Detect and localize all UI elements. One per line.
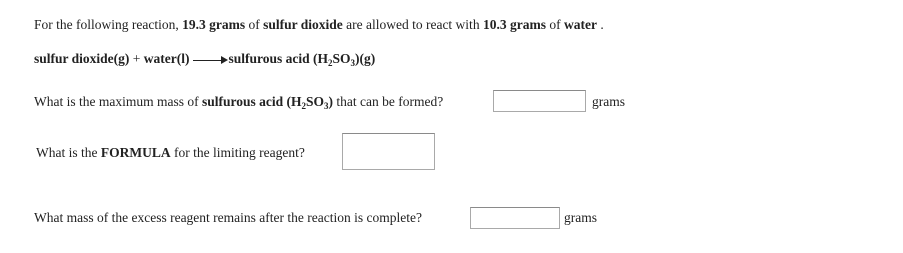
excess-mass-input[interactable] bbox=[470, 207, 560, 229]
subscript: 2 bbox=[301, 101, 307, 111]
plus-sign: + bbox=[129, 51, 144, 66]
reactant-water: water bbox=[563, 17, 597, 32]
equation-reactant-1: sulfur dioxide(g) bbox=[34, 51, 130, 66]
text-end: . bbox=[596, 17, 604, 32]
q2-text-after: for the limiting reagent? bbox=[170, 145, 305, 160]
equation-reactant-2: water(l) bbox=[143, 51, 190, 66]
equation-product-end: )(g) bbox=[355, 51, 376, 66]
excess-mass-unit: grams bbox=[564, 210, 597, 225]
problem-statement bbox=[34, 16, 604, 34]
max-mass-input[interactable] bbox=[493, 90, 586, 112]
mass-water: 10.3 grams bbox=[482, 17, 546, 32]
question-excess-mass: What mass of the excess reagent remains after the reaction is complete? bbox=[34, 210, 422, 225]
q2-text: What is the bbox=[36, 145, 101, 160]
text-allowed: are allowed to react with bbox=[342, 17, 483, 32]
subscript: 3 bbox=[350, 58, 356, 68]
q1-product-end: ) bbox=[328, 94, 334, 109]
reaction-equation bbox=[34, 50, 375, 68]
q1-text: What is the maximum mass of bbox=[34, 94, 202, 109]
q1-product-mid: SO bbox=[306, 94, 325, 109]
equation-product-mid: SO bbox=[332, 51, 351, 66]
intro-text: For the following reaction, bbox=[34, 17, 183, 32]
reaction-arrow-icon bbox=[193, 55, 228, 65]
text-of-2: of bbox=[545, 17, 564, 32]
q1-product: sulfurous acid (H bbox=[201, 94, 302, 109]
question-limiting-reagent bbox=[36, 144, 305, 162]
q1-text-after: that can be formed? bbox=[333, 94, 444, 109]
mass-sulfur-dioxide: 19.3 grams bbox=[182, 17, 246, 32]
equation-product: sulfurous acid (H bbox=[228, 51, 329, 66]
subscript: 2 bbox=[328, 58, 333, 68]
text-of: of bbox=[245, 17, 264, 32]
q2-bold: FORMULA bbox=[100, 145, 171, 160]
max-mass-unit: grams bbox=[592, 94, 625, 109]
question-max-mass bbox=[34, 93, 443, 111]
limiting-reagent-input[interactable] bbox=[342, 133, 435, 170]
reactant-sulfur-dioxide: sulfur dioxide bbox=[263, 17, 343, 32]
subscript: 3 bbox=[324, 101, 329, 111]
